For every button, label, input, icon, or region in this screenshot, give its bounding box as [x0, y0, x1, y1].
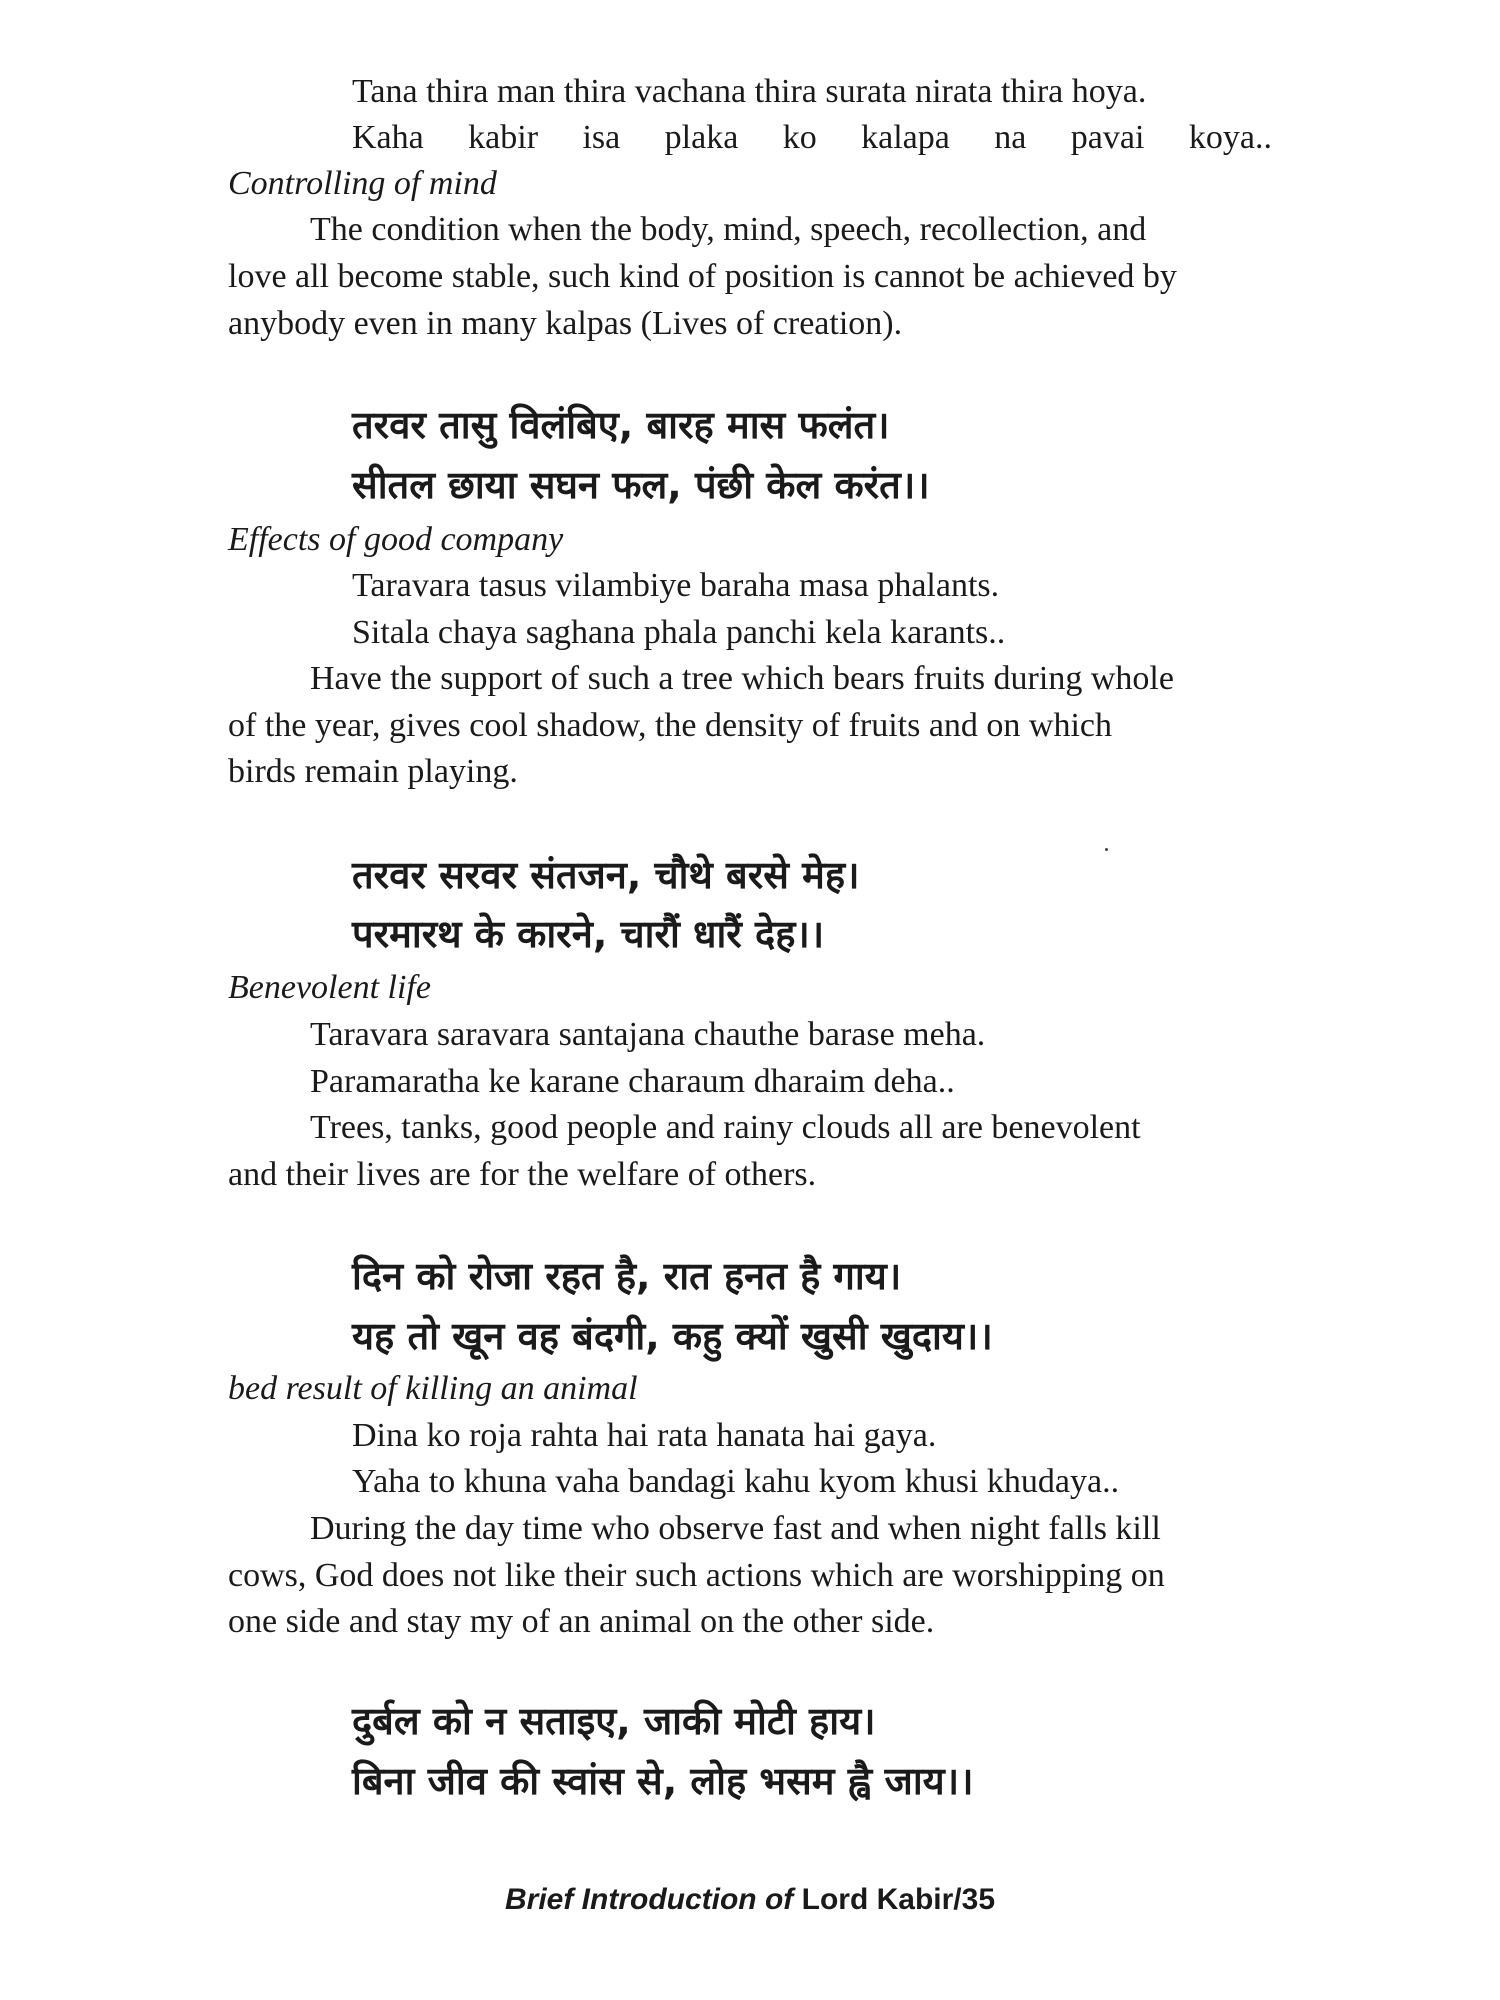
verse-hindi-line: दिन को रोजा रहत है, रात हनत है गाय। [352, 1254, 902, 1298]
section-heading: Benevolent life [228, 969, 431, 1006]
footer-book-title: Brief Introduction of [504, 1883, 794, 1916]
verse-roman-line-justified: Kaha kabir isa plaka ko kalapa na pavai koya.. [352, 119, 1272, 156]
verse-roman-line: Taravara tasus vilambiye baraha masa phalants. [352, 567, 1000, 604]
meaning-line: birds remain playing. [228, 753, 518, 790]
meaning-line: Trees, tanks, good people and rainy clouds all are benevolent [310, 1109, 1141, 1146]
meaning-line: love all become stable, such kind of position is cannot be achieved by [228, 258, 1177, 295]
verse-hindi-line: तरवर सरवर संतजन, चौथे बरसे मेह। [352, 853, 860, 897]
verse-hindi-line: दुर्बल को न सताइए, जाकी मोटी हाय। [352, 1699, 876, 1743]
verse-roman-line: Yaha to khuna vaha bandagi kahu kyom khusi khudaya.. [352, 1463, 1120, 1500]
verse-hindi-line: यह तो खून वह बंदगी, कहु क्यों खुसी खुदाय।। [352, 1314, 993, 1358]
meaning-line: The condition when the body, mind, speech, recollection, and [310, 211, 1147, 248]
meaning-line: anybody even in many kalpas (Lives of creation). [228, 305, 903, 342]
footer-subject: Lord Kabir [801, 1883, 954, 1916]
meaning-line: one side and stay my of an animal on the other side. [228, 1603, 935, 1640]
verse-roman-line: Taravara saravara santajana chauthe barase meha. [310, 1016, 986, 1053]
page-footer [0, 1880, 1500, 1920]
section-heading: Controlling of mind [228, 165, 497, 202]
verse-roman-line: Dina ko roja rahta hai rata hanata hai gaya. [352, 1417, 937, 1454]
section-heading: bed result of killing an animal [228, 1370, 638, 1407]
verse-hindi-line: बिना जीव की स्वांस से, लोह भसम ह्वै जाय।। [352, 1759, 974, 1803]
verse-hindi-line: तरवर तासु विलंबिए, बारह मास फलंत। [352, 403, 890, 447]
print-speck [1105, 848, 1108, 851]
verse-roman-line: Paramaratha ke karane charaum dharaim deha.. [310, 1063, 955, 1100]
verse-hindi-line: परमारथ के कारने, चारौं धारैं देह।। [352, 912, 825, 956]
page-number: /35 [953, 1883, 996, 1916]
verse-roman-line: Tana thira man thira vachana thira surata nirata thira hoya. [352, 73, 1147, 110]
meaning-line: Have the support of such a tree which bears fruits during whole [310, 660, 1174, 697]
section-heading: Effects of good company [228, 521, 564, 558]
meaning-line: and their lives are for the welfare of others. [228, 1156, 817, 1193]
verse-hindi-line: सीतल छाया सघन फल, पंछी केल करंत।। [352, 463, 930, 507]
verse-roman-line: Sitala chaya saghana phala panchi kela karants.. [352, 614, 1006, 651]
meaning-line: cows, God does not like their such actions which are worshipping on [228, 1557, 1165, 1594]
meaning-line: of the year, gives cool shadow, the density of fruits and on which [228, 707, 1112, 744]
meaning-line: During the day time who observe fast and when night falls kill [310, 1510, 1161, 1547]
